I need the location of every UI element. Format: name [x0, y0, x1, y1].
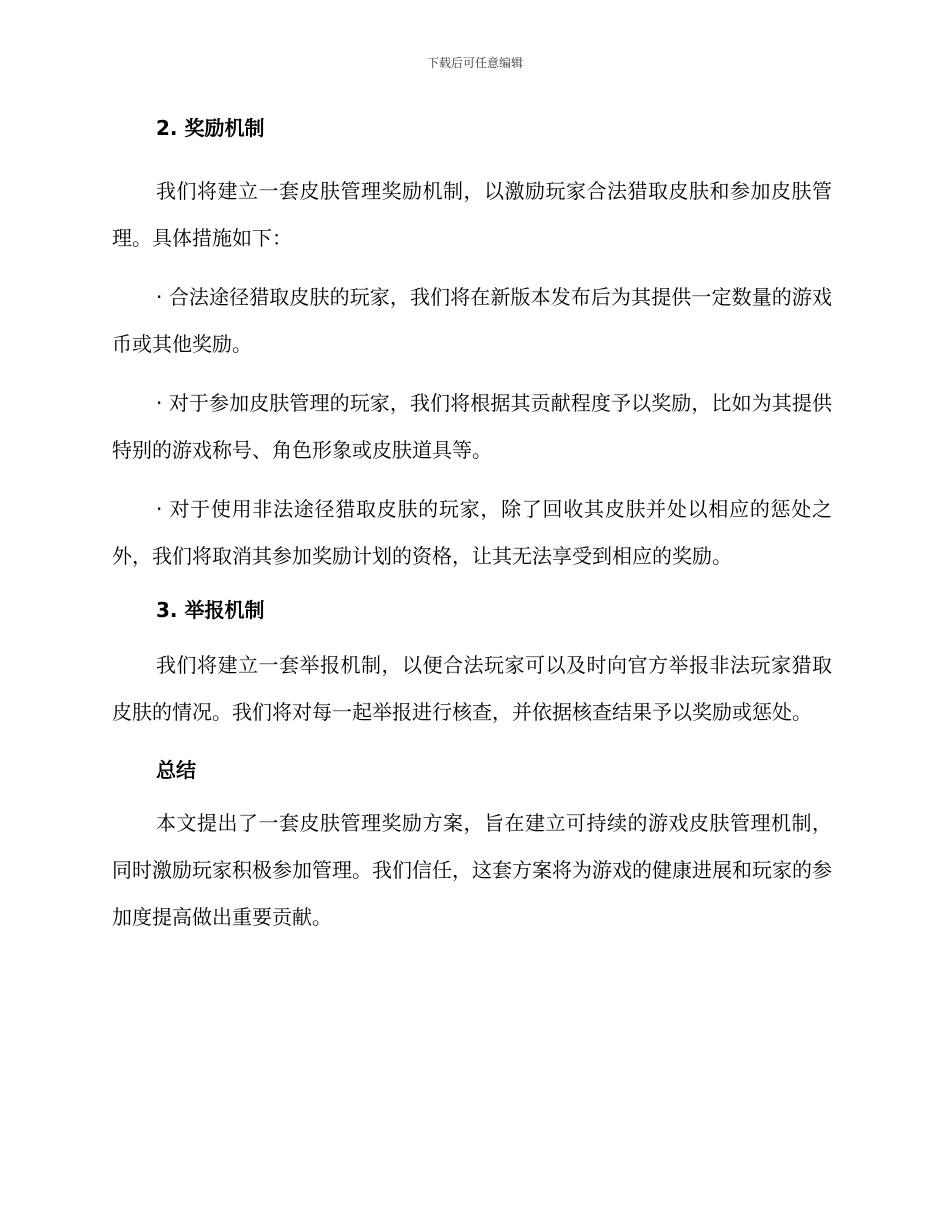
- reward-intro-paragraph: 我们将建立一套皮肤管理奖励机制，以激励玩家合法猎取皮肤和参加皮肤管理。具体措施如下：: [112, 179, 832, 250]
- section-heading-summary: 总结: [156, 758, 196, 782]
- reward-bullet-1: · 合法途径猎取皮肤的玩家，我们将在新版本发布后为其提供一定数量的游戏币或其他奖励。: [112, 285, 832, 356]
- header-note: 下载后可任意编辑: [426, 56, 523, 70]
- section-heading-reward: 2. 奖励机制: [156, 116, 265, 140]
- section-heading-report: 3. 举报机制: [156, 598, 265, 622]
- summary-paragraph: 本文提出了一套皮肤管理奖励方案，旨在建立可持续的游戏皮肤管理机制，同时激励玩家积极参加管理。我们信任，这套方案将为游戏的健康进展和玩家的参加度提高做出重要贡献。: [112, 811, 832, 929]
- reward-bullet-3: · 对于使用非法途径猎取皮肤的玩家，除了回收其皮肤并处以相应的惩处之外，我们将取消其参加奖励计划的资格，让其无法享受到相应的奖励。: [112, 497, 832, 568]
- report-paragraph: 我们将建立一套举报机制，以便合法玩家可以及时向官方举报非法玩家猎取皮肤的情况。我们将对每一起举报进行核查，并依据核查结果予以奖励或惩处。: [112, 653, 832, 724]
- reward-bullet-2: · 对于参加皮肤管理的玩家，我们将根据其贡献程度予以奖励，比如为其提供特别的游戏称号、角色形象或皮肤道具等。: [112, 391, 832, 462]
- document-body: [112, 112, 832, 941]
